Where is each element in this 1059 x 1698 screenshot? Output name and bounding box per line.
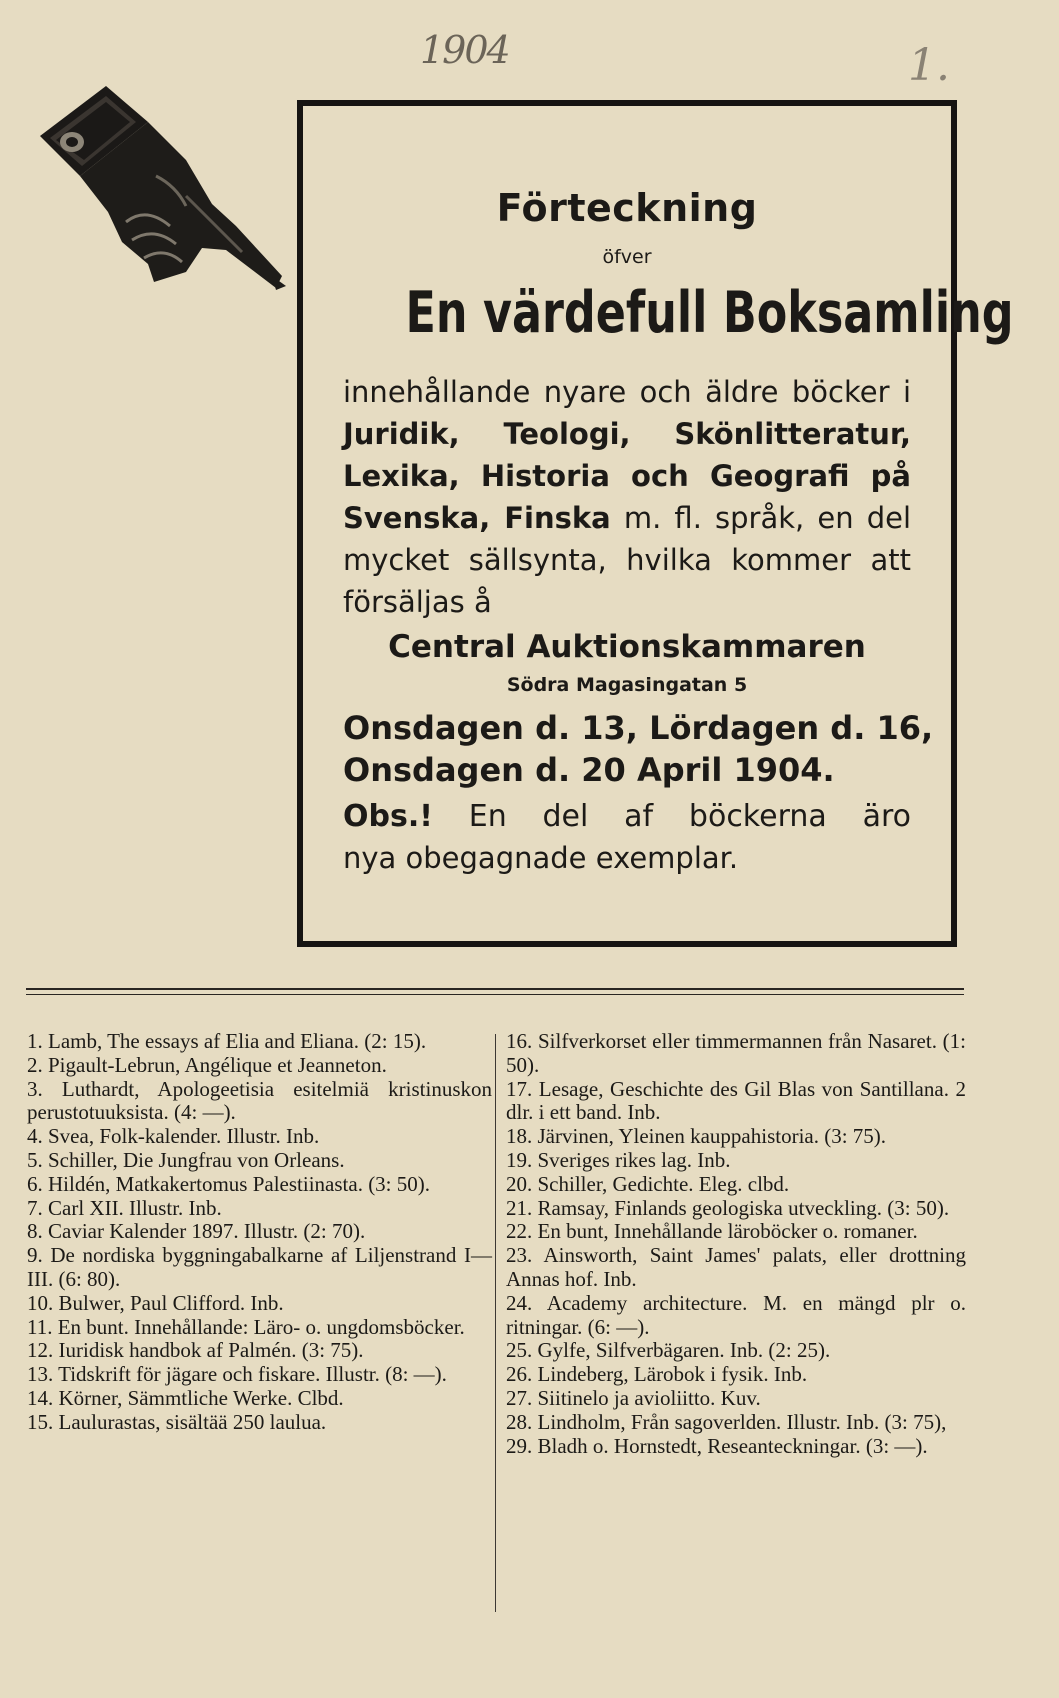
announcement-subheading: öfver bbox=[602, 246, 652, 268]
subjects-line-2-text: Lexika, Historia och Geografi på bbox=[343, 459, 911, 493]
catalogue-left-column bbox=[27, 1030, 492, 1435]
auction-house: Central Auktionskammaren bbox=[388, 629, 866, 665]
catalogue-entry: 1. Lamb, The essays af Elia and Eliana. (2: 15). bbox=[27, 1029, 427, 1053]
catalogue-entry: 21. Ramsay, Finlands geologiska utveckling. (3: 50). bbox=[506, 1195, 950, 1220]
rarity-line: mycket sällsynta, hvilka kommer att bbox=[343, 543, 911, 577]
catalogue-entry: 27. Siitinelo ja avioliitto. Kuv. bbox=[506, 1385, 761, 1410]
dates-line-1: Onsdagen d. 13, Lördagen d. 16, bbox=[343, 709, 934, 747]
catalogue-entry: 29. Bladh o. Hornstedt, Reseanteckningar. (3: —). bbox=[506, 1433, 928, 1458]
catalogue-entry: 17. Lesage, Geschichte des Gil Blas von Santillana. 2 dlr. i ett band. Inb. bbox=[506, 1076, 966, 1125]
column-divider bbox=[495, 1034, 496, 1612]
catalogue-entry: 19. Sveriges rikes lag. Inb. bbox=[506, 1147, 731, 1172]
catalogue-entry: 24. Academy architecture. M. en mängd plr o. ritningar. (6: —). bbox=[506, 1290, 966, 1339]
auction-address: Södra Magasingatan 5 bbox=[506, 674, 748, 696]
catalogue-entry: 3. Luthardt, Apologeetisia esitelmiä kristinuskon perustotuuksista. (4: —). bbox=[27, 1076, 492, 1125]
dates-line-2-text: Onsdagen d. 20 April 1904. bbox=[343, 751, 835, 789]
languages-bold: Svenska, Finska bbox=[343, 501, 611, 535]
catalogue-entry: 12. Iuridisk handbok af Palmén. (3: 75). bbox=[27, 1338, 364, 1363]
catalogue-right-column bbox=[506, 1030, 966, 1458]
catalogue-entry: 8. Caviar Kalender 1897. Illustr. (2: 70). bbox=[27, 1219, 366, 1244]
separator-rule-bottom bbox=[26, 994, 964, 995]
catalogue-entry: 5. Schiller, Die Jungfrau von Orleans. bbox=[27, 1147, 345, 1172]
catalogue-entry: 2. Pigault-Lebrun, Angélique et Jeanneton. bbox=[27, 1052, 387, 1077]
handwritten-year: 1904 bbox=[420, 28, 509, 72]
catalogue-entry: 20. Schiller, Gedichte. Eleg. clbd. bbox=[506, 1171, 790, 1196]
subjects-line-2 bbox=[343, 459, 911, 493]
handwritten-number: 1. bbox=[908, 40, 950, 91]
catalogue-entry: 22. En bunt, Innehållande läroböcker o. romaner. bbox=[506, 1219, 918, 1244]
note-bold: Obs.! bbox=[343, 799, 433, 834]
pointing-hand-icon bbox=[36, 76, 286, 316]
catalogue-entry: 11. En bunt. Innehållande: Läro- o. ungdomsböcker. bbox=[27, 1314, 465, 1339]
catalogue-entry: 18. Järvinen, Yleinen kauppahistoria. (3: 75). bbox=[506, 1124, 887, 1149]
catalogue-entry: 9. De nordiska byggningabalkarne af Liljenstrand I—III. (6: 80). bbox=[27, 1243, 492, 1291]
catalogue-entry: 6. Hildén, Matkakertomus Palestiinasta. (3: 50). bbox=[27, 1171, 431, 1196]
languages-rest: m. fl. språk, en del bbox=[610, 501, 911, 535]
separator-rule-top bbox=[26, 988, 964, 990]
note-rest: En del af böckerna äro bbox=[432, 799, 911, 834]
catalogue-entry: 13. Tidskrift för jägare och fiskare. Illustr. (8: —). bbox=[27, 1362, 447, 1387]
catalogue-entry: 26. Lindeberg, Lärobok i fysik. Inb. bbox=[506, 1362, 808, 1387]
announcement-heading: Förteckning bbox=[496, 186, 758, 230]
note-line-1 bbox=[343, 799, 911, 834]
announcement-box bbox=[297, 100, 1014, 947]
catalogue-entry: 4. Svea, Folk-kalender. Illustr. Inb. bbox=[27, 1124, 320, 1149]
catalogue-entry: 14. Körner, Sämmtliche Werke. Clbd. bbox=[27, 1385, 344, 1410]
catalogue-entry: 16. Silfverkorset eller timmermannen från Nasaret. (1: 50). bbox=[506, 1029, 966, 1077]
catalogue-entry: 23. Ainsworth, Saint James' palats, eller drottning Annas hof. Inb. bbox=[506, 1243, 966, 1291]
catalogue-entry: 7. Carl XII. Illustr. Inb. bbox=[27, 1195, 222, 1220]
languages-line bbox=[343, 501, 911, 535]
catalogue-entry: 15. Laulurastas, sisältää 250 laulua. bbox=[27, 1409, 327, 1434]
intro-line-1: innehållande nyare och äldre böcker i bbox=[343, 375, 911, 409]
catalogue-entry: 28. Lindholm, Från sagoverlden. Illustr. Inb. (3: 75), bbox=[506, 1409, 947, 1434]
sale-line: försäljas å bbox=[343, 585, 492, 619]
note-line-2: nya obegagnade exemplar. bbox=[343, 841, 739, 875]
dates-line-2 bbox=[343, 751, 911, 789]
subjects-line-1: Juridik, Teologi, Skönlitteratur, bbox=[343, 417, 911, 451]
catalogue-entry: 10. Bulwer, Paul Clifford. Inb. bbox=[27, 1290, 284, 1315]
catalogue-entry: 25. Gylfe, Silfverbägaren. Inb. (2: 25). bbox=[506, 1338, 831, 1363]
announcement-title: En värdefull Boksamling bbox=[405, 280, 1014, 346]
